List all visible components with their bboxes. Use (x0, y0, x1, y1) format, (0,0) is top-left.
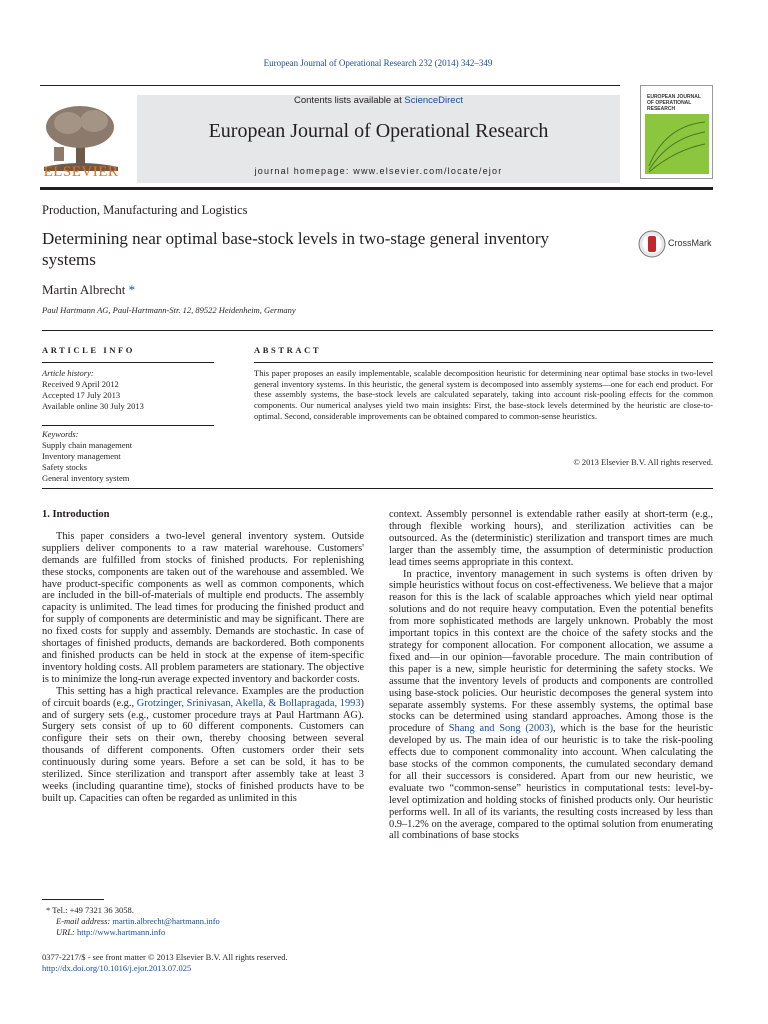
keyword: General inventory system (42, 473, 130, 483)
abstract-rule (254, 362, 713, 363)
journal-title: European Journal of Operational Research (208, 120, 549, 142)
abstract-text: This paper proposes an easily implementable, scalable decomposition heuristic for determining near optimal base stocks in two-level general inventory systems. In this heuristic, the general system is decomposed into assembly systems—one for each end product. For these assembly systems, the base-stock levels are calculated separately, taking into account risk-pooling effects for the common components. Our numerical analyses yield two main insights: First, the base-stock levels determined by the heuristic are close-to-optimal. Second, considerable improvements can be obtained compared to common-sense heuristics. (254, 368, 713, 421)
header-rule (40, 85, 620, 86)
history-label: Article history: (42, 368, 94, 378)
crossmark-icon (638, 230, 666, 258)
footnote-rule (42, 899, 104, 900)
keyword: Inventory management (42, 451, 121, 461)
author-name: Martin Albrecht (42, 282, 126, 297)
header-thick-rule (40, 187, 713, 190)
history-accepted: Accepted 17 July 2013 (42, 390, 121, 400)
col2-text-a: In practice, inventory management in such systems is often driven by simple heuristics without focus on cost-effectiveness. We believe that a major reason for this is the lack of scalable approaches which yield near optimal solutions and do not require heavy computation. Even the potential benefits from more sophisticated methods are largely unknown. Probably the most important topics in this context are the choice of the safety stocks and the strategy for component allocation. For component allocation, we assume a fixed and—in our opinion—favorable procedure. The main contribution of this paper is a new, simple heuristic for determining the safety stocks. We assume that the inventory levels of products and components are controlled using base-stock policies. Our heuristic decomposes the general system into separate assembly systems. For these assembly systems, the optimal base stocks can be determined using standard approaches. Among those is the procedure of (389, 568, 713, 735)
elsevier-wordmark: ELSEVIER (43, 164, 119, 180)
keywords-block (42, 429, 214, 484)
front-matter-rule (42, 330, 713, 331)
crossmark-label: CrossMark (668, 238, 712, 248)
article-info-heading: ARTICLE INFO (42, 345, 136, 355)
sciencedirect-link[interactable]: ScienceDirect (404, 95, 463, 106)
article-section: Production, Manufacturing and Logistics (42, 203, 248, 217)
url-label: URL: (56, 927, 78, 937)
journal-cover-thumbnail[interactable] (640, 85, 713, 179)
col2-paragraph-2 (389, 569, 713, 843)
keywords-rule (42, 425, 214, 426)
abstract-copyright: © 2013 Elsevier B.V. All rights reserved. (573, 457, 713, 467)
journal-citation[interactable]: European Journal of Operational Research 232 (2014) 342–349 (263, 58, 493, 68)
issn-line: 0377-2217/$ - see front matter © 2013 Elsevier B.V. All rights reserved. (42, 952, 288, 962)
crossmark-badge[interactable] (638, 230, 718, 260)
p2-text-a: This setting has a high practical relevance. Examples are the production of circuit boards (e.g., (42, 685, 364, 709)
keyword: Safety stocks (42, 462, 88, 472)
history-online: Available online 30 July 2013 (42, 401, 144, 411)
author-line (42, 282, 135, 298)
grotzinger-reference-link[interactable]: Grotzinger, Srinivasan, Akella, & Bollapragada, 1993 (136, 697, 361, 709)
footnote-url (42, 927, 372, 938)
history-received: Received 9 April 2012 (42, 379, 119, 389)
cover-title: EUROPEAN JOURNAL OF OPERATIONAL RESEARCH (647, 94, 701, 112)
author-footnote-mark[interactable]: * (128, 282, 136, 297)
contents-line (137, 95, 620, 106)
journal-homepage[interactable]: journal homepage: www.elsevier.com/locate/ejor (254, 166, 503, 176)
author-affiliation: Paul Hartmann AG, Paul-Hartmann-Str. 12, 89522 Heidenheim, Germany (42, 305, 296, 315)
intro-paragraph-2 (42, 686, 364, 805)
article-title: Determining near optimal base-stock levels in two-stage general inventory systems (42, 229, 550, 269)
abstract-heading: ABSTRACT (254, 345, 322, 355)
intro-paragraph-1: This paper considers a two-level general inventory system. Outside suppliers deliver components to a raw material warehouse. Customers' demands are fulfilled from stocks of finished products. For replenishing these stocks, components are taken out of the warehouse and assembled. We have product-specific components as well as common components, which are included in the bill-of-materials of multiple end products. The assembly capacity is unlimited. The lead times for producing the finished product and for supply of components are deterministic and may be significant. There are no fixed costs for supply and assembly. Demands are stochastic. In case of shortages of finished products, demands are backordered. Both components and finished products can be held in stock at the expense of item-specific inventory holding costs. All problem parameters are stationary. The objective is to minimize the long-run average expected inventory and backorder costs. (42, 530, 364, 685)
doi-link[interactable]: http://dx.doi.org/10.1016/j.ejor.2013.07.025 (42, 963, 192, 973)
email-link[interactable]: martin.albrecht@hartmann.info (112, 916, 220, 926)
article-history (42, 368, 214, 412)
email-label: E-mail address: (56, 916, 113, 926)
keywords-label: Keywords: (42, 429, 79, 439)
intro-heading: 1. Introduction (42, 509, 110, 520)
article-info-rule (42, 362, 214, 363)
cover-graph-icon (645, 116, 709, 174)
col2-text-b: , which is the base for the heuristic developed by us. The main idea of our heuristic is to take the risk-pooling effects due to component commonality into account. When calculating the base stocks of the common components, the cumulated secondary demand for all their successors is considered. Apart from our new heuristic, we evaluate two “common-sense” heuristics in computational tests: level-by-level optimization and holding stocks of finished products only. Our heuristic performs well. In all of its variants, the resulting costs increased by less than 0.9–1.2% on the average, compared to the optimal solution from enumerating all combinations of base stocks (389, 723, 714, 842)
keyword: Supply chain management (42, 440, 133, 450)
col2-paragraph-1: context. Assembly personnel is extendable rather easily at short-term (e.g., through flexible working hours), and sterilization activities can be outsourced. As the (deterministic) sterilization and transport times are much larger than the assembly time, the assumption of deterministic production lead times seems appropriate in this context. (389, 509, 713, 568)
footnote-tel: * Tel.: +49 7321 36 3058. (46, 905, 134, 915)
shang-song-reference-link[interactable]: Shang and Song (2003) (448, 723, 554, 735)
author-footnote (42, 905, 372, 938)
homepage-link[interactable]: http://www.hartmann.info (77, 927, 166, 937)
body-column-right (389, 509, 713, 842)
footnote-email (42, 916, 372, 927)
page-bottom-info (42, 952, 288, 974)
contents-prefix: Contents lists available at (294, 95, 405, 106)
abstract-bottom-rule (42, 488, 713, 489)
p2-text-b: ) and of surgery sets (e.g., customer procedure trays at Paul Hartmann AG). Surgery sets consist of up to 60 different components. Customers can configure their sets on their own, thereby choosing between several thousands of different components. Often customers order their sets continuously during some years. Before a set can be sold, it has to be sterilized. Since sterilization and transport after assembly take at least 3 weeks (including quarantine time), stocks of finished products have to be built up. Capacities can often be regarded as unlimited in this (42, 697, 364, 804)
body-column-left (42, 509, 364, 805)
